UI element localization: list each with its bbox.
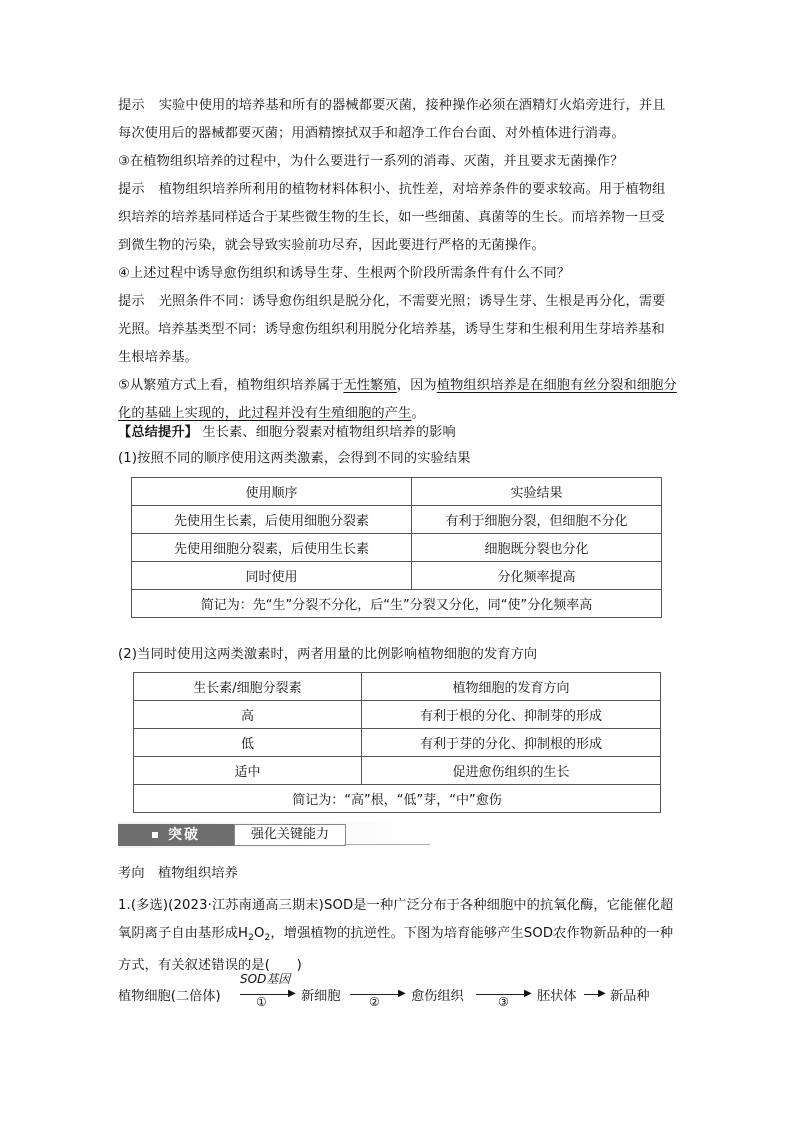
q1-sub-b: 2 <box>264 933 271 943</box>
section-heading: 考向 植物组织培养 <box>118 866 239 881</box>
arrow-right-icon: ▶ <box>398 988 406 999</box>
table-cell: 先使用生长素，后使用细胞分裂素 <box>132 506 412 534</box>
table-cell: 有利于细胞分裂，但细胞不分化 <box>412 506 662 534</box>
q1-text-c: ，增强植物的抗逆性。下图为培育能够产生SOD农作物新品种的一种方式，有关叙述错误的是( ) <box>118 926 674 973</box>
banner-dark-block <box>118 824 234 846</box>
table-cell: 高 <box>134 701 362 729</box>
flow-step-2-number: ② <box>369 995 380 1009</box>
table-header-cell: 使用顺序 <box>132 478 412 506</box>
table-cell: 细胞既分裂也分化 <box>412 534 662 562</box>
arrow-right-icon: ▶ <box>524 988 532 999</box>
table-cell: 低 <box>134 729 362 757</box>
summary-sub-1: (1)按照不同的顺序使用这两类激素，会得到不同的实验结果 <box>118 451 471 466</box>
square-bullet-icon <box>152 832 158 838</box>
summary-sub-2: (2)当同时使用这两类激素时，两者用量的比例影响植物细胞的发育方向 <box>118 647 538 662</box>
flow-step-1-label: SOD基因 <box>240 972 291 986</box>
intro-tip <box>118 92 678 148</box>
summary-heading <box>118 422 678 444</box>
flow-step-1-number: ① <box>256 995 267 1009</box>
table-note-row <box>134 785 661 813</box>
table-hormone-ratio <box>133 672 661 813</box>
table-row <box>134 729 661 757</box>
q5-blank-1: 无性繁殖 <box>343 378 397 393</box>
table-cell: 有利于根的分化、抑制芽的形成 <box>362 701 661 729</box>
question-4: ④上述过程中诱导愈伤组织和诱导生芽、生根两个阶段所需条件有什么不同？ <box>118 266 571 281</box>
table-cell: 先使用细胞分裂素，后使用生长素 <box>132 534 412 562</box>
banner-light-text: 强化关键能力 <box>234 824 346 846</box>
q1-text-b: O <box>254 926 265 941</box>
table-note: 简记为：“高”根，“低”芽，“中”愈伤 <box>134 785 661 813</box>
table-row <box>132 506 662 534</box>
q5-middle: ，因为 <box>396 378 437 393</box>
flow-node-callus: 愈伤组织 <box>411 989 464 1004</box>
question-3: ③在植物组织培养的过程中，为什么要进行一系列的消毒、灭菌，并且要求无菌操作？ <box>118 154 624 169</box>
tip-label: 提示 <box>118 98 145 113</box>
table-row <box>134 757 661 785</box>
answer-3-text: 植物组织培养所利用的植物材料体积小、抗性差，对培养条件的要求较高。用于植物组织培养的培养基同样适合于某些微生物的生长，如一些细菌、真菌等的生长。而培养物一旦受到微生物的污染，就会导致实验前功尽弃，因此要进行严格的无菌操作。 <box>118 182 666 253</box>
table-cell: 同时使用 <box>132 562 412 590</box>
table-header-cell: 生长素/细胞分裂素 <box>134 673 362 701</box>
table-header-cell: 植物细胞的发育方向 <box>362 673 661 701</box>
table-row <box>134 701 661 729</box>
table-cell: 分化频率提高 <box>412 562 662 590</box>
process-flow <box>118 972 678 1015</box>
flow-node-new-variety: 新品种 <box>610 989 650 1004</box>
table-cell: 适中 <box>134 757 362 785</box>
table-header-row <box>132 478 662 506</box>
tip-label: 提示 <box>118 294 145 309</box>
answer-3 <box>118 176 678 260</box>
table-row <box>132 534 662 562</box>
table-cell: 促进愈伤组织的生长 <box>362 757 661 785</box>
arrow-right-icon: ▶ <box>288 988 296 999</box>
flow-node-embryoid: 胚状体 <box>537 989 577 1004</box>
answer-4-text: 光照条件不同：诱导愈伤组织是脱分化，不需要光照；诱导生芽、生根是再分化，需要光照。培养基类型不同：诱导愈伤组织利用脱分化培养基，诱导生芽和生根利用生芽培养基和生根培养基。 <box>118 294 666 365</box>
flow-step-3-number: ③ <box>498 995 509 1009</box>
q5-blank-2: 植物组织培养是在细胞有丝分裂和细胞分化的基础上实现的，此过程并没有生殖细胞的产生 <box>118 378 677 421</box>
flow-node-start: 植物细胞(二倍体) <box>118 989 221 1004</box>
table-header-row <box>134 673 661 701</box>
summary-bracket-title: 【总结提升】 <box>118 425 199 440</box>
q5-suffix: 。 <box>411 406 425 421</box>
question-1 <box>118 892 678 980</box>
banner-dark-text: 突破 <box>168 827 200 843</box>
table-header-cell: 实验结果 <box>412 478 662 506</box>
arrow-right-icon: ▶ <box>598 988 606 999</box>
section-banner <box>118 822 430 848</box>
table-row <box>132 562 662 590</box>
table-note-row <box>132 590 662 618</box>
summary-title: 生长素、细胞分裂素对植物组织培养的影响 <box>202 425 456 440</box>
q1-text-a: 1.(多选)(2023·江苏南通高三期末)SOD是一种广泛分布于各种细胞中的抗氧化酶，它能催化超氧阴离子自由基形成H <box>118 898 674 941</box>
table-hormone-order <box>131 477 662 618</box>
question-5 <box>118 372 678 428</box>
tip-label: 提示 <box>118 182 145 197</box>
flow-node-new-cell: 新细胞 <box>301 989 341 1004</box>
table-cell: 有利于芽的分化、抑制根的形成 <box>362 729 661 757</box>
q5-prefix: ⑤从繁殖方式上看，植物组织培养属于 <box>118 378 344 393</box>
tip-text: 实验中使用的培养基和所有的器械都要灭菌，接种操作必须在酒精灯火焰旁进行，并且每次使用后的器械都要灭菌；用酒精擦拭双手和超净工作台台面、对外植体进行消毒。 <box>118 98 666 141</box>
answer-4 <box>118 288 678 372</box>
banner-divider <box>344 844 430 845</box>
q1-sub-a: 2 <box>248 933 254 943</box>
table-note: 简记为：先“生”分裂不分化，后“生”分裂又分化，同“使”分化频率高 <box>132 590 662 618</box>
